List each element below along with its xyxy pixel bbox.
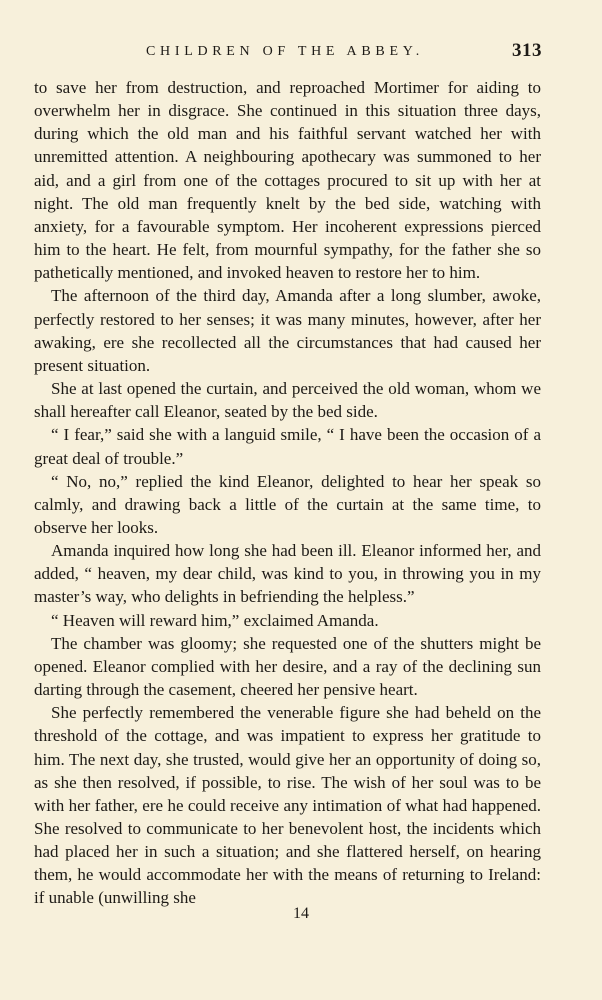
signature-mark: 14 (293, 905, 309, 922)
running-head (34, 40, 542, 68)
paragraph: “ No, no,” replied the kind Eleanor, delighted to hear her speak so calmly, and drawing back a little of the curtain at the same time, to observe her looks. (34, 471, 541, 537)
paragraph: “ Heaven will reward him,” exclaimed Amanda. (51, 610, 379, 630)
page-number: 313 (512, 40, 542, 61)
paragraph: The chamber was gloomy; she requested one of the shutters might be opened. Eleanor complied with her desire, and a ray of the declining sun darting through the casement, cheered her pensive heart. (34, 633, 541, 700)
body-text (34, 76, 541, 910)
running-title: CHILDREN OF THE ABBEY. (146, 44, 424, 59)
paragraph: The afternoon of the third day, Amanda after a long slumber, awoke, perfectly restored to her senses; it was many minutes, however, after her awaking, ere she recollected all the circumstances that had caused her present situation. (34, 286, 541, 375)
paragraph: She at last opened the curtain, and perceived the old woman, whom we shall hereafter call Eleanor, seated by the bed side. (34, 379, 541, 422)
paragraph: She perfectly remembered the venerable figure she had beheld on the threshold of the cottage, and was impatient to express her gratitude to him. The next day, she trusted, would give her an opportunity of doing so, as she then resolved, if possible, to rise. The wish of her soul was to be with her father, ere he could receive any intimation of what had happened. She resolved to communicate to her benevolent host, the incidents which had placed her in such a situation; and she flattered herself, on hearing them, he would accommodate her with the means of returning to Ireland: if unable (unwilling she (34, 703, 541, 908)
paragraph: “ I fear,” said she with a languid smile, “ I have been the occasion of a great deal of trouble.” (34, 425, 541, 468)
paragraph: Amanda inquired how long she had been ill. Eleanor informed her, and added, “ heaven, my dear child, was kind to you, in throwing you in my master’s way, who delights in befriending the helpless.” (34, 541, 541, 607)
paragraph: to save her from destruction, and reproached Mortimer for aiding to overwhelm her in disgrace. She continued in this situation three days, during which the old man and his faithful servant watched her with unremitted attention. A neighbouring apothecary was summoned to her aid, and a girl from one of the cottages procured to sit up with her at night. The old man frequently knelt by the bed side, watching with anxiety, for a favourable symptom. Her incoherent expressions pierced him to the heart. He felt, from mournful sympathy, for the father she so pathetically mentioned, and invoked heaven to restore her to him. (34, 78, 541, 283)
